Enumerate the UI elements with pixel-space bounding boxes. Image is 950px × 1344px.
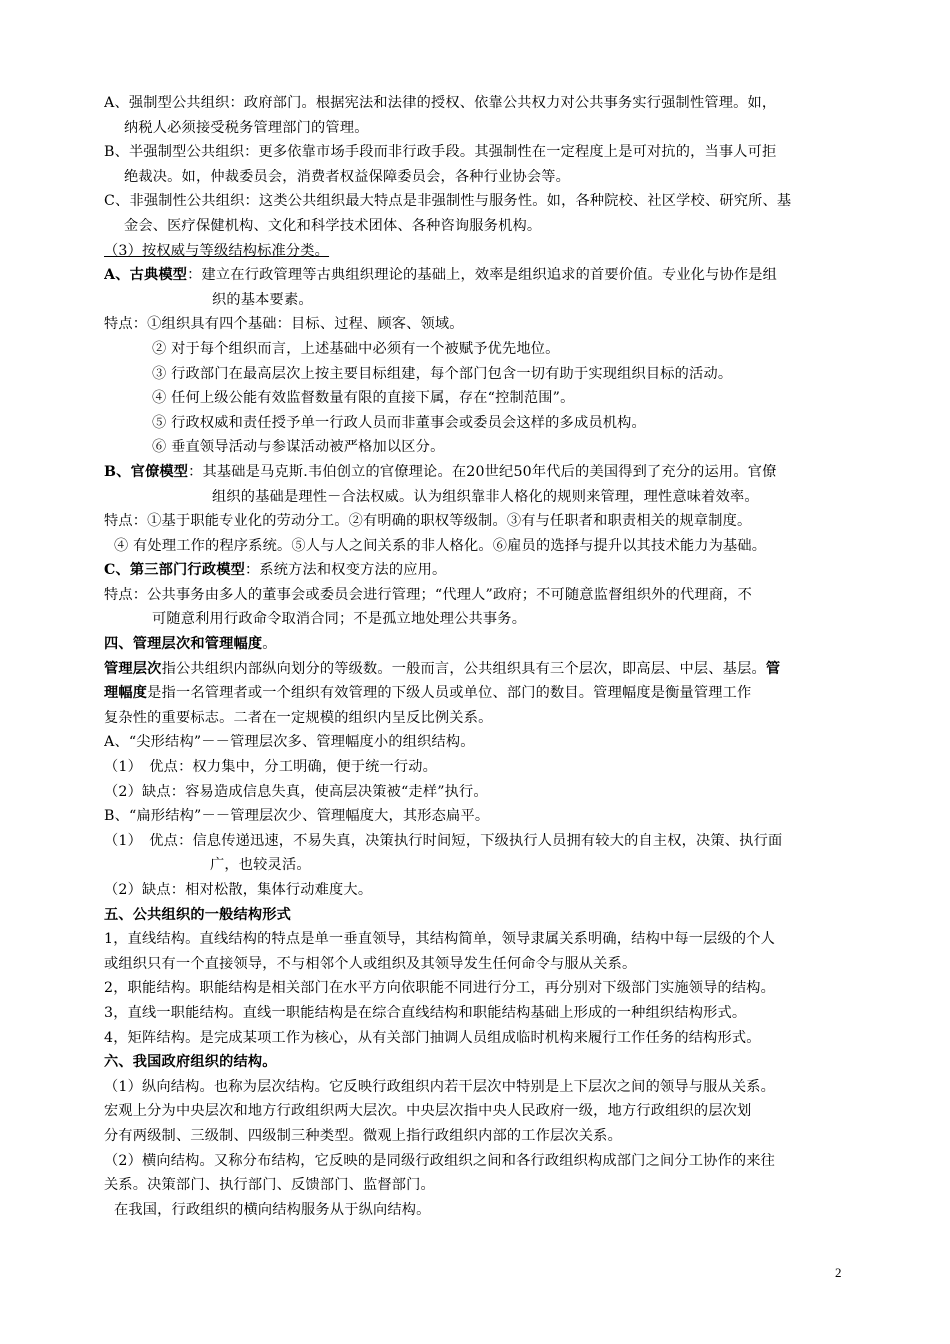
- text-line: A、“尖形结构”－－管理层次多、管理幅度小的组织结构。: [104, 734, 475, 751]
- text-line: 或组织只有一个直接领导，不与相邻个人或组织及其领导发生任何命令与服从关系。: [104, 955, 637, 972]
- list-item: ⑤ 行政权威和责任授予单一行政人员而非董事会或委员会这样的多成员机构。: [152, 414, 646, 431]
- text-line: 2，职能结构。职能结构是相关部门在水平方向依职能不同进行分工，再分别对下级部门实施领导的结构。: [104, 980, 776, 997]
- text-line: 绝裁决。如，仲裁委员会，消费者权益保障委员会，各种行业协会等。: [124, 168, 571, 185]
- text-line: 1，直线结构。直线结构的特点是单一垂直领导，其结构简单，领导隶属关系明确，结构中每一层级的个人: [104, 931, 776, 948]
- text-line: A、强制型公共组织：政府部门。根据宪法和法律的授权、依靠公共权力对公共事务实行强制性管理。如，: [104, 95, 777, 111]
- list-item: （1） 优点：权力集中，分工明确，便于统一行动。: [104, 759, 438, 776]
- page-number: 2: [835, 1265, 842, 1280]
- text-line: 关系。决策部门、执行部门、反馈部门、监督部门。: [104, 1177, 435, 1194]
- list-item: （1） 优点：信息传递迅速，不易失真，决策执行时间短，下级执行人员拥有较大的自主权，决策、执行面: [104, 832, 783, 849]
- text-line: 在我国，行政组织的横向结构服务从于纵向结构。: [114, 1201, 431, 1218]
- text-line: 金会、医疗保健机构、文化和科学技术团体、各种咨询服务机构。: [124, 217, 542, 234]
- text-line: 4，矩阵结构。是完成某项工作为核心，从有关部门抽调人员组成临时机构来履行工作任务的结构形式。: [104, 1029, 761, 1046]
- text-line: A、古典模型：建立在行政管理等古典组织理论的基础上，效率是组织追求的首要价值。专业化与协作是组: [104, 267, 778, 284]
- text-line: 特点：①基于职能专业化的劳动分工。②有明确的职权等级制。③有与任职者和职责相关的规章制度。: [104, 513, 752, 530]
- list-item: ③ 行政部门在最高层次上按主要目标组建，每个部门包含一切有助于实现组织目标的活动。: [152, 365, 733, 382]
- section-heading: 六、我国政府组织的结构。: [104, 1054, 277, 1071]
- text-line: 特点：①组织具有四个基础：目标、过程、顾客、领域。: [104, 316, 464, 333]
- text-line: ④ 有处理工作的程序系统。⑤人与人之间关系的非人格化。⑥雇员的选择与提升以其技术能力为基础。: [114, 537, 767, 554]
- text-line: C、第三部门行政模型：系统方法和权变方法的应用。: [104, 562, 447, 579]
- text-line: B、“扁形结构”－－管理层次少、管理幅度大，其形态扁平。: [104, 808, 490, 825]
- text-line: （1）纵向结构。也称为层次结构。它反映行政组织内若干层次中特别是上下层次之间的领导与服从关系。: [104, 1078, 776, 1095]
- list-item: （2）缺点：容易造成信息失真，使高层决策被“走样”执行。: [104, 783, 488, 800]
- text-line: （2）横向结构。又称分布结构，它反映的是同级行政组织之间和各行政组织构成部门之间分工协作的来往: [104, 1152, 776, 1169]
- text-line: 组织的基础是理性－合法权威。认为组织靠非人格化的规则来管理，理性意味着效率。: [212, 488, 759, 505]
- text-line: 理幅度是指一名管理者或一个组织有效管理的下级人员或单位、部门的数目。管理幅度是衡量管理工作: [104, 685, 752, 702]
- text-line: 3，直线一职能结构。直线一职能结构是在综合直线结构和职能结构基础上形成的一种组织结构形式。: [104, 1004, 747, 1021]
- text-line: 织的基本要素。: [212, 291, 313, 308]
- list-item: ② 对于每个组织而言，上述基础中必须有一个被赋予优先地位。: [152, 340, 560, 357]
- document-body: [104, 91, 860, 1222]
- text-line: 广，也较灵活。: [210, 857, 311, 874]
- text-line: B、半强制型公共组织：更多依靠市场手段而非行政手段。其强制性在一定程度上是可对抗的，当事人可拒: [104, 144, 777, 161]
- list-item: ⑥ 垂直领导活动与参谋活动被严格加以区分。: [152, 439, 445, 456]
- text-line: 宏观上分为中央层次和地方行政组织两大层次。中央层次指中央人民政府一级，地方行政组织的层次划: [104, 1103, 752, 1120]
- text-line: B、官僚模型：其基础是马克斯.韦伯创立的官僚理论。在20世纪50年代后的美国得到了充分的运用。官僚: [104, 463, 777, 480]
- text-line: 复杂性的重要标志。二者在一定规模的组织内呈反比例关系。: [104, 709, 493, 726]
- text-line: 特点：公共事务由多人的董事会或委员会进行管理；“代理人”政府；不可随意监督组织外的代理商，不: [104, 586, 752, 603]
- list-item: （2）缺点：相对松散，集体行动难度大。: [104, 882, 373, 898]
- section-heading: 四、管理层次和管理幅度。: [104, 636, 277, 653]
- list-item: ④ 任何上级公能有效监督数量有限的直接下属，存在“控制范围”。: [152, 390, 575, 407]
- text-line: 可随意利用行政命令取消合同；不是孤立地处理公共事务。: [152, 611, 527, 628]
- section-subheading: （3）按权威与等级结构标准分类。: [104, 242, 330, 259]
- text-line: C、非强制性公共组织：这类公共组织最大特点是非强制性与服务性。如，各种院校、社区学校、研究所、基: [104, 193, 792, 210]
- section-heading: 五、公共组织的一般结构形式: [104, 906, 292, 923]
- text-line: 分有两级制、三级制、四级制三种类型。微观上指行政组织内部的工作层次关系。: [104, 1127, 622, 1144]
- text-line: 纳税人必须接受税务管理部门的管理。: [124, 119, 369, 136]
- text-line: 管理层次指公共组织内部纵向划分的等级数。一般而言，公共组织具有三个层次，即高层、中层、基层。管: [104, 660, 781, 677]
